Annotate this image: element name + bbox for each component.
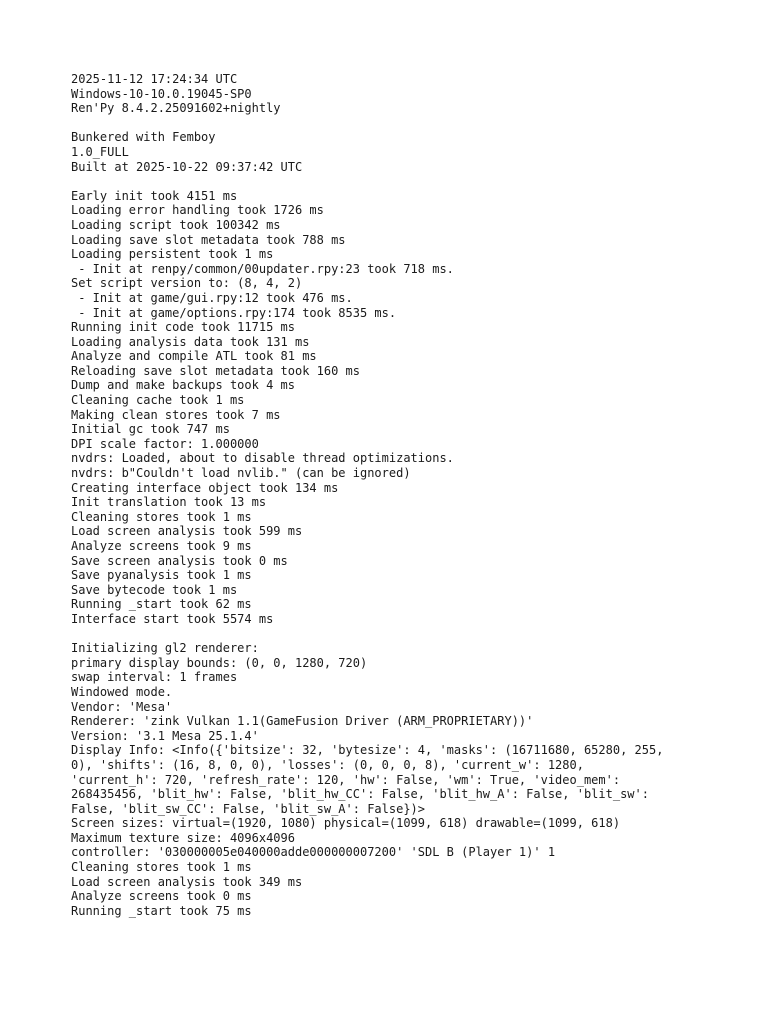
log-line: Vendor: 'Mesa' <box>71 699 173 714</box>
log-line: Loading persistent took 1 ms <box>71 247 274 262</box>
blank-line <box>71 627 751 642</box>
log-line: - Init at game/options.rpy:174 took 8535 ms. <box>71 305 397 320</box>
log-line: DPI scale factor: 1.000000 <box>71 436 259 451</box>
blank-line <box>71 174 751 189</box>
log-line: Ren'Py 8.4.2.25091602+nightly <box>71 101 281 116</box>
log-line: Early init took 4151 ms <box>71 188 238 203</box>
log-line: Cleaning cache took 1 ms <box>71 393 245 408</box>
log-line: Save screen analysis took 0 ms <box>71 553 288 568</box>
log-line: Cleaning stores took 1 ms <box>71 860 252 875</box>
log-line: Load screen analysis took 599 ms <box>71 524 303 539</box>
log-line: Initial gc took 747 ms <box>71 422 230 437</box>
log-line: Built at 2025-10-22 09:37:42 UTC <box>71 159 303 174</box>
log-line: Loading save slot metadata took 788 ms <box>71 232 346 247</box>
log-line: Init translation took 13 ms <box>71 495 267 510</box>
log-line: 2025-11-12 17:24:34 UTC <box>71 72 238 86</box>
log-line: Display Info: <Info({'bitsize': 32, 'bytesize': 4, 'masks': (16711680, 65280, 255, <box>71 743 664 758</box>
log-line: Running _start took 62 ms <box>71 597 252 612</box>
log-line: nvdrs: b"Couldn't load nvlib." (can be ignored) <box>71 466 411 481</box>
log-line: Maximum texture size: 4096x4096 <box>71 830 295 845</box>
log-line: primary display bounds: (0, 0, 1280, 720) <box>71 655 368 670</box>
blank-line <box>71 116 751 131</box>
log-line: Interface start took 5574 ms <box>71 611 274 626</box>
log-line: Running init code took 11715 ms <box>71 320 295 335</box>
log-line: Save pyanalysis took 1 ms <box>71 568 252 583</box>
log-line: Creating interface object took 134 ms <box>71 480 339 495</box>
log-line: Loading error handling took 1726 ms <box>71 203 324 218</box>
log-line: swap interval: 1 frames <box>71 670 238 685</box>
log-line: Set script version to: (8, 4, 2) <box>71 276 303 291</box>
log-line: Reloading save slot metadata took 160 ms <box>71 363 360 378</box>
log-line: Version: '3.1 Mesa 25.1.4' <box>71 728 259 743</box>
log-line: Cleaning stores took 1 ms <box>71 509 252 524</box>
log-line: Renderer: 'zink Vulkan 1.1(GameFusion Driver (ARM_PROPRIETARY))' <box>71 714 534 729</box>
log-line: - Init at game/gui.rpy:12 took 476 ms. <box>71 290 353 305</box>
log-line: Running _start took 75 ms <box>71 903 252 918</box>
log-line: 0), 'shifts': (16, 8, 0, 0), 'losses': (0, 0, 0, 8), 'current_w': 1280, <box>71 757 584 772</box>
log-line: Save bytecode took 1 ms <box>71 582 238 597</box>
log-text <box>71 72 751 918</box>
log-line: Initializing gl2 renderer: <box>71 641 259 656</box>
log-line: Loading script took 100342 ms <box>71 217 281 232</box>
log-line: Analyze screens took 9 ms <box>71 539 252 553</box>
log-line: Windowed mode. <box>71 684 173 699</box>
log-line: controller: '030000005e040000adde000000007200' 'SDL B (Player 1)' 1 <box>71 845 556 860</box>
log-line: Screen sizes: virtual=(1920, 1080) physical=(1099, 618) drawable=(1099, 618) <box>71 816 621 831</box>
log-line: - Init at renpy/common/00updater.rpy:23 took 718 ms. <box>71 261 454 276</box>
log-line: 'current_h': 720, 'refresh_rate': 120, 'hw': False, 'wm': True, 'video_mem': <box>71 772 621 787</box>
log-line: Loading analysis data took 131 ms <box>71 334 310 349</box>
log-line: Dump and make backups took 4 ms <box>71 378 295 393</box>
log-line: 268435456, 'blit_hw': False, 'blit_hw_CC': False, 'blit_hw_A': False, 'blit_sw': <box>71 787 649 802</box>
log-line: Bunkered with Femboy <box>71 130 216 145</box>
log-line: 1.0_FULL <box>71 144 129 159</box>
log-line: Windows-10-10.0.19045-SP0 <box>71 86 252 101</box>
log-line: False, 'blit_sw_CC': False, 'blit_sw_A': False})> <box>71 801 426 816</box>
log-line: Analyze screens took 0 ms <box>71 889 252 904</box>
log-line: Analyze and compile ATL took 81 ms <box>71 349 317 364</box>
log-line: Load screen analysis took 349 ms <box>71 874 303 889</box>
log-line: Making clean stores took 7 ms <box>71 407 281 422</box>
log-line: nvdrs: Loaded, about to disable thread optimizations. <box>71 451 454 466</box>
